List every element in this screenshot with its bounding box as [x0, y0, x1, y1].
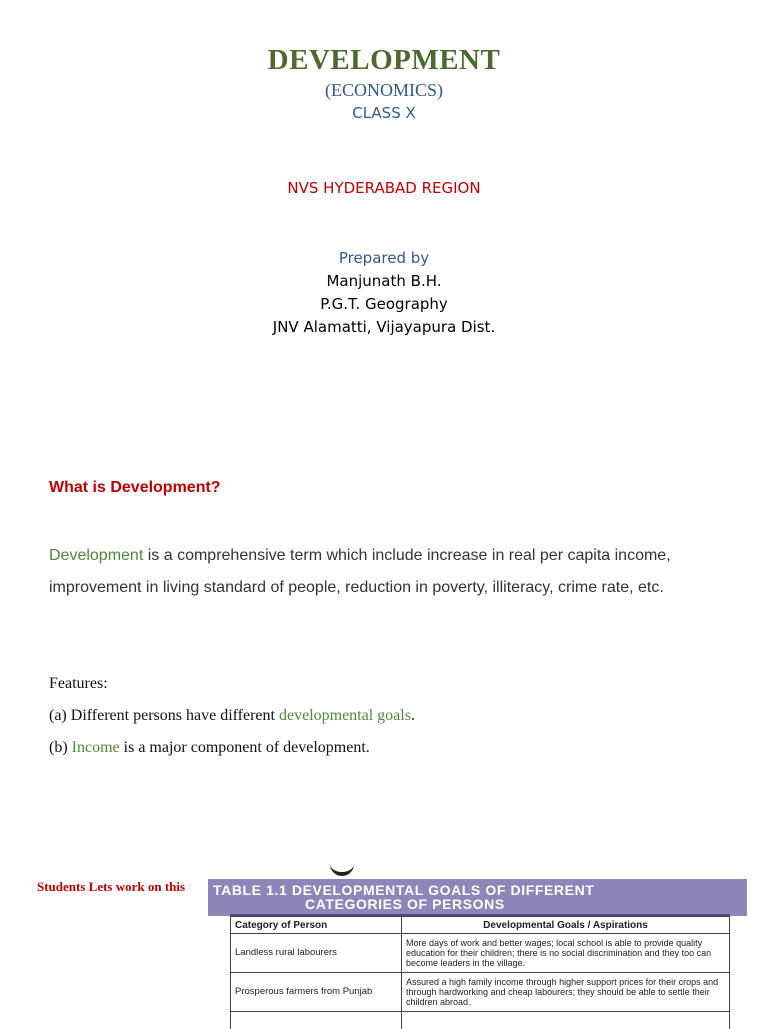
section-heading: What is Development?	[49, 479, 221, 497]
region-label: NVS HYDERABAD REGION	[0, 179, 768, 197]
features-label: Features:	[49, 668, 415, 700]
feature-b-highlight: Income	[72, 739, 120, 756]
page-title: DEVELOPMENT	[0, 44, 768, 77]
table-title-line1: TABLE 1.1 DEVELOPMENTAL GOALS OF DIFFERENT	[213, 882, 594, 898]
table-cell-category: Landless rural labourers	[231, 934, 402, 973]
table-title-bar	[208, 879, 747, 916]
table-cell-goals: Assured a high family income through higher support prices for their crops and through hardworking and cheap labourers; they should be able to settle their children abroad.	[402, 973, 730, 1012]
definition-paragraph	[49, 540, 729, 603]
author-school: JNV Alamatti, Vijayapura Dist.	[0, 318, 768, 336]
definition-term: Development	[49, 547, 143, 564]
prepared-by-label: Prepared by	[0, 249, 768, 267]
class-label: CLASS X	[0, 104, 768, 122]
feature-a-text: (a) Different persons have different	[49, 707, 279, 724]
table-row	[231, 1012, 730, 1029]
author-designation: P.G.T. Geography	[0, 295, 768, 313]
feature-b-prefix: (b)	[49, 739, 72, 756]
feature-a-suffix: .	[411, 707, 415, 724]
column-header-goals: Developmental Goals / Aspirations	[402, 917, 730, 934]
decorative-mark	[330, 864, 354, 876]
table-cell-goals	[402, 1012, 730, 1029]
table-title-line2: CATEGORIES OF PERSONS	[305, 896, 505, 912]
column-header-category: Category of Person	[231, 917, 402, 934]
table-cell-category: Prosperous farmers from Punjab	[231, 973, 402, 1012]
table-cell-category	[231, 1012, 402, 1029]
goals-table	[230, 916, 730, 1029]
table-row	[231, 973, 730, 1012]
students-prompt: Students Lets work on this	[37, 879, 185, 895]
feature-b	[49, 732, 415, 764]
definition-text: is a comprehensive term which include increase in real per capita income, improvement in living standard of people, reduction in poverty, illiteracy, crime rate, etc.	[49, 547, 671, 596]
features-list	[49, 668, 415, 764]
subject-subtitle: (ECONOMICS)	[0, 80, 768, 101]
table-row	[231, 934, 730, 973]
author-name: Manjunath B.H.	[0, 272, 768, 290]
feature-a-highlight: developmental goals	[279, 707, 411, 724]
feature-a	[49, 700, 415, 732]
feature-b-text: is a major component of development.	[120, 739, 370, 756]
table-header-row	[231, 917, 730, 934]
goals-table-image	[208, 879, 747, 1029]
table-cell-goals: More days of work and better wages; local school is able to provide quality education for their children; there is no social discrimination and they too can become leaders in the village.	[402, 934, 730, 973]
